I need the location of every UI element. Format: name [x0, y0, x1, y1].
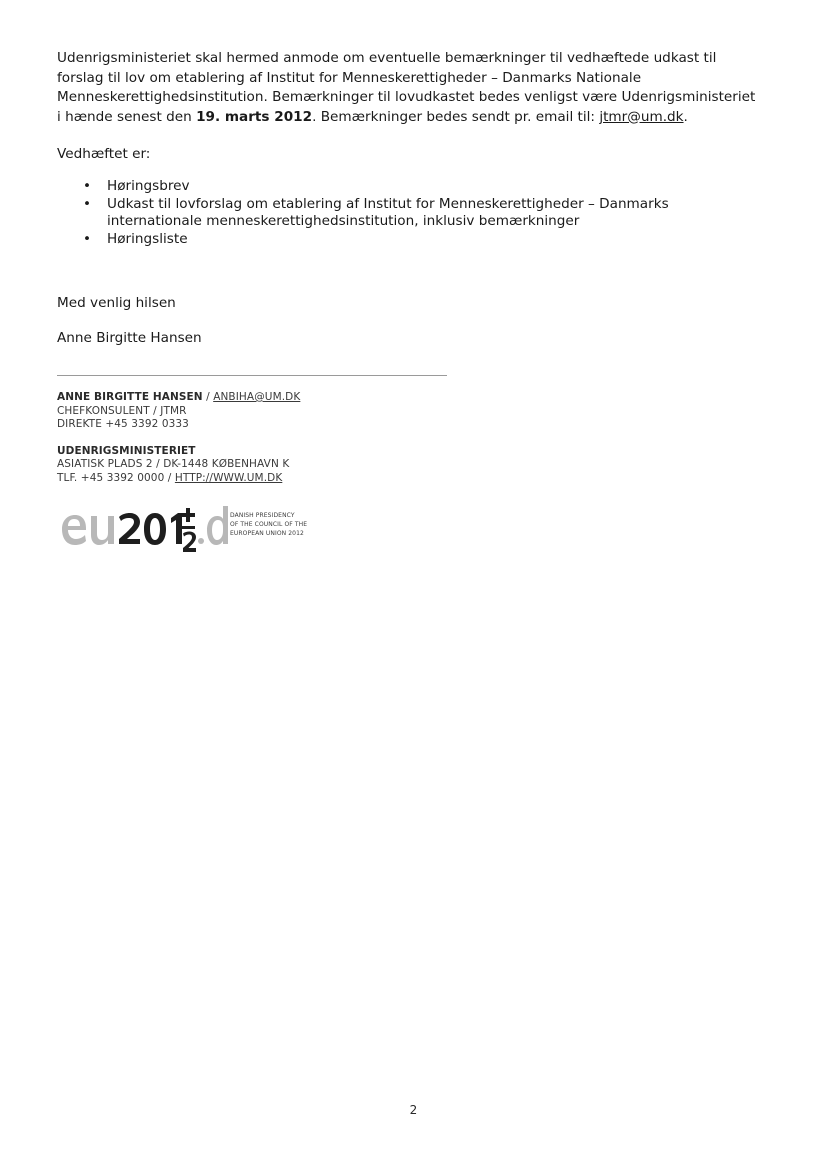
attachment-label: Høringsbrev: [107, 178, 190, 194]
sentence-end: .: [683, 108, 688, 125]
signature-separator: /: [202, 391, 214, 403]
reply-email-link[interactable]: jtmr@um.dk: [599, 108, 684, 125]
signature-block: [57, 391, 300, 485]
organization-address: ASIATISK PLADS 2 / DK-1448 KØBENHAVN K: [57, 458, 290, 470]
attachments-list: [57, 178, 757, 248]
eu2012-logo: [58, 504, 328, 554]
signer-name: Anne Birgitte Hansen: [57, 330, 202, 346]
intro-line-4: [57, 108, 787, 128]
organization-contact-line: [57, 472, 300, 486]
intro-line-2: forslag til lov om etablering af Institut for Menneskerettigheder – Danmarks Nationale: [57, 69, 642, 86]
email-lead-text: . Bemærkninger bedes sendt pr. email til:: [312, 108, 600, 125]
intro-line-1: Udenrigsministeriet skal hermed anmode om eventuelle bemærkninger til vedhæftede udkast til: [57, 50, 717, 66]
organization-website-link[interactable]: HTTP://WWW.UM.DK: [174, 471, 283, 484]
spacer: [57, 432, 300, 445]
intro-paragraph: [57, 49, 787, 127]
closing-salutation: Med venlig hilsen: [57, 295, 176, 311]
caption-line-1: DANISH PRESIDENCY: [230, 512, 295, 519]
deadline-lead-text: i hænde senest den: [57, 108, 197, 125]
signature-direct-phone: DIREKTE +45 3392 0333: [57, 418, 189, 430]
attachment-item: [57, 231, 757, 248]
page-number: 2: [409, 1103, 418, 1117]
signature-email-link[interactable]: ANBIHA@UM.DK: [213, 391, 301, 403]
bullet-icon: •: [83, 178, 92, 194]
signature-name-line: [57, 391, 300, 405]
organization-name: UDENRIGSMINISTERIET: [57, 444, 196, 457]
attachment-item: [57, 196, 757, 230]
signature-name: ANNE BIRGITTE HANSEN: [57, 391, 203, 403]
eu2012-wordmark-logo: [58, 504, 228, 554]
presidency-caption: [230, 511, 307, 538]
caption-line-3: EUROPEAN UNION 2012: [230, 530, 304, 537]
intro-line-3: Menneskerettighedsinstitution. Bemærkninger til lovudkastet bedes venligst være Udenrigsministeriet: [57, 89, 756, 105]
attachment-label: Udkast til lovforslag om etablering af Institut for Menneskerettigheder – Danmarks internationale menneskerettighedsinstitution, inklusiv bemærkninger: [107, 196, 669, 229]
signature-divider: [57, 375, 447, 376]
bullet-icon: •: [83, 231, 92, 247]
bullet-icon: •: [83, 196, 92, 212]
attachment-label: Høringsliste: [107, 231, 188, 247]
organization-phone: TLF. +45 3392 0000 /: [57, 471, 175, 484]
attachment-item: [57, 178, 757, 195]
signature-title: CHEFKONSULENT / JTMR: [57, 404, 187, 417]
attachments-heading: Vedhæftet er:: [57, 146, 151, 162]
caption-line-2: OF THE COUNCIL OF THE: [230, 521, 308, 528]
deadline-date: 19. marts 2012: [196, 108, 313, 125]
